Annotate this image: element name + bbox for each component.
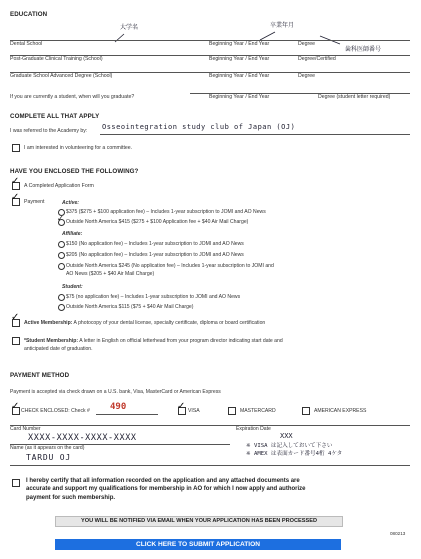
gradschool-degree-label: Degree xyxy=(298,73,316,79)
volunteer-label: I am interested in volunteering for a committee. xyxy=(24,145,133,151)
visa-label: VISA xyxy=(188,408,200,414)
active-membership-text: A photocopy of your dental license, specialty certificate, diploma or board certification xyxy=(73,320,266,326)
active-375-label: $375 ($275 + $100 application fee) – Includes 1-year subscription to JOMI and AO News xyxy=(66,209,266,215)
student-membership-title: *Student Membership: xyxy=(24,338,79,344)
annotation-school-name: 大学名 xyxy=(120,24,139,31)
checkmark-icon: ✓ xyxy=(177,401,186,412)
checkmark-icon: ✓ xyxy=(11,176,20,187)
referred-input[interactable]: Osseointegration study club of Japan (OJ) xyxy=(102,123,296,131)
completed-app-label: A Completed Application Form xyxy=(24,183,94,189)
submit-application-button[interactable]: CLICK HERE TO SUBMIT APPLICATION xyxy=(55,539,341,550)
certify-line-1: I hereby certify that all information recorded on the application and any attached documents are xyxy=(26,478,300,484)
active-outside-label: Outside North America $415 ($275 + $100 Application fee + $40 Air Mail Charge) xyxy=(66,219,249,225)
student-graduate-label: If you are currently a student, when will you graduate? xyxy=(10,94,135,100)
student-membership-checkbox[interactable] xyxy=(12,337,20,345)
affiliate-outside-label: Outside North America $245 (No application fee) – Includes 1-year subscription to JOMI and xyxy=(66,263,274,269)
referred-label: I was referred to the Academy by: xyxy=(10,128,88,134)
affiliate-150-label: $150 (No application fee) – Includes 1-year subscription to JOMI and AO News xyxy=(66,241,244,247)
affiliate-205-radio[interactable] xyxy=(58,252,65,259)
gradschool-years-label: Beginning Year / End Year xyxy=(209,73,270,79)
annotation-grad-year: 卒業年月 xyxy=(270,22,295,29)
check-number-input[interactable]: 490 xyxy=(110,402,127,412)
checkmark-icon: ✓ xyxy=(11,192,20,203)
student-membership-row xyxy=(24,338,283,344)
volunteer-checkbox[interactable] xyxy=(12,144,20,152)
student-75-radio[interactable] xyxy=(58,294,65,301)
certify-checkbox[interactable] xyxy=(12,479,20,487)
check-number-line xyxy=(96,414,158,415)
active-membership-row xyxy=(24,320,265,326)
postgrad-years-label: Beginning Year / End Year xyxy=(209,56,270,62)
card-note-1: ※ VISA は記入しておいて下さい xyxy=(246,443,333,449)
student-years-label: Beginning Year / End Year xyxy=(209,94,270,100)
active-membership-title: Active Membership: xyxy=(24,320,73,326)
payment-label: Payment xyxy=(24,199,45,205)
gradschool-label: Graduate School Advanced Degree (School) xyxy=(10,73,113,79)
amex-checkbox[interactable] xyxy=(302,407,310,415)
student-membership-text: A letter in English on official letterhead from your program director indicating start date and xyxy=(79,338,283,344)
postgrad-degree-label: Degree/Certified xyxy=(298,56,336,62)
mastercard-checkbox[interactable] xyxy=(228,407,236,415)
payment-accepted-text: Payment is accepted via check drawn on a U.S. bank, Visa, MasterCard or American Express xyxy=(10,389,221,395)
enclosed-heading: HAVE YOU ENCLOSED THE FOLLOWING? xyxy=(10,168,139,175)
dental-years-label: Beginning Year / End Year xyxy=(209,41,270,47)
affiliate-205-label: $205 (No application fee) – Includes 1-year subscription to JOMI and AO News xyxy=(66,252,244,258)
education-heading: EDUCATION xyxy=(10,11,48,18)
student-outside-label: Outside North America $115 ($75 + $40 Air Mail Charge) xyxy=(66,304,194,310)
expiration-label: Expiration Date xyxy=(236,426,271,432)
dental-degree-label: Degree xyxy=(298,41,316,47)
notification-banner: YOU WILL BE NOTIFIED VIA EMAIL WHEN YOUR APPLICATION HAS BEEN PROCESSED xyxy=(55,516,343,527)
name-on-card-input[interactable]: TARDU OJ xyxy=(26,453,71,462)
name-on-card-label: Name (as it appears on the card) xyxy=(10,445,85,451)
affiliate-outside-label-2: AO News ($205 + $40 Air Mail Charge) xyxy=(66,271,155,277)
checkmark-icon: ✓ xyxy=(11,401,20,412)
certify-line-2: accurate and support my qualifications for membership in AO for which I now apply and authorize xyxy=(26,486,306,493)
postgrad-label: Post-Graduate Clinical Training (School) xyxy=(10,56,103,62)
active-label: Active: xyxy=(62,200,79,206)
card-note-2: ※ AMEX は表面カード番号4桁 4ケタ xyxy=(246,451,343,457)
affiliate-label: Affiliate: xyxy=(62,231,83,237)
affiliate-150-radio[interactable] xyxy=(58,241,65,248)
checkmark-icon: ✓ xyxy=(57,214,64,223)
annotation-license-number: 歯科医師番号 xyxy=(345,46,382,53)
mastercard-label: MASTERCARD xyxy=(240,408,276,414)
certify-text xyxy=(26,477,305,502)
card-top-line xyxy=(10,425,410,426)
student-membership-text-2: anticipated date of graduation. xyxy=(24,346,93,352)
checkmark-icon: ✓ xyxy=(11,312,20,323)
card-number-input[interactable]: XXXX-XXXX-XXXX-XXXX xyxy=(28,433,137,443)
student-label: Student: xyxy=(62,284,83,290)
affiliate-outside-radio[interactable] xyxy=(58,263,65,270)
card-number-label: Card Number xyxy=(10,426,41,432)
name-line xyxy=(10,465,410,466)
referred-line xyxy=(100,134,410,135)
certify-line-3: payment for such membership. xyxy=(26,494,116,501)
form-code: 080213 xyxy=(390,531,406,536)
expiration-input[interactable]: XXX xyxy=(280,432,293,440)
dental-school-label: Dental School xyxy=(10,41,43,47)
student-outside-radio[interactable] xyxy=(58,304,65,311)
student-75-label: $75 (no application fee) – Includes 1-year subscription to JOMI and AO News xyxy=(66,294,241,300)
complete-heading: COMPLETE ALL THAT APPLY xyxy=(10,113,100,120)
check-enclosed-label: CHECK ENCLOSED: Check # xyxy=(21,408,90,414)
payment-heading: PAYMENT METHOD xyxy=(10,372,70,379)
student-degree-label: Degree (student letter required) xyxy=(318,94,391,100)
amex-label: AMERICAN EXPRESS xyxy=(314,408,367,414)
